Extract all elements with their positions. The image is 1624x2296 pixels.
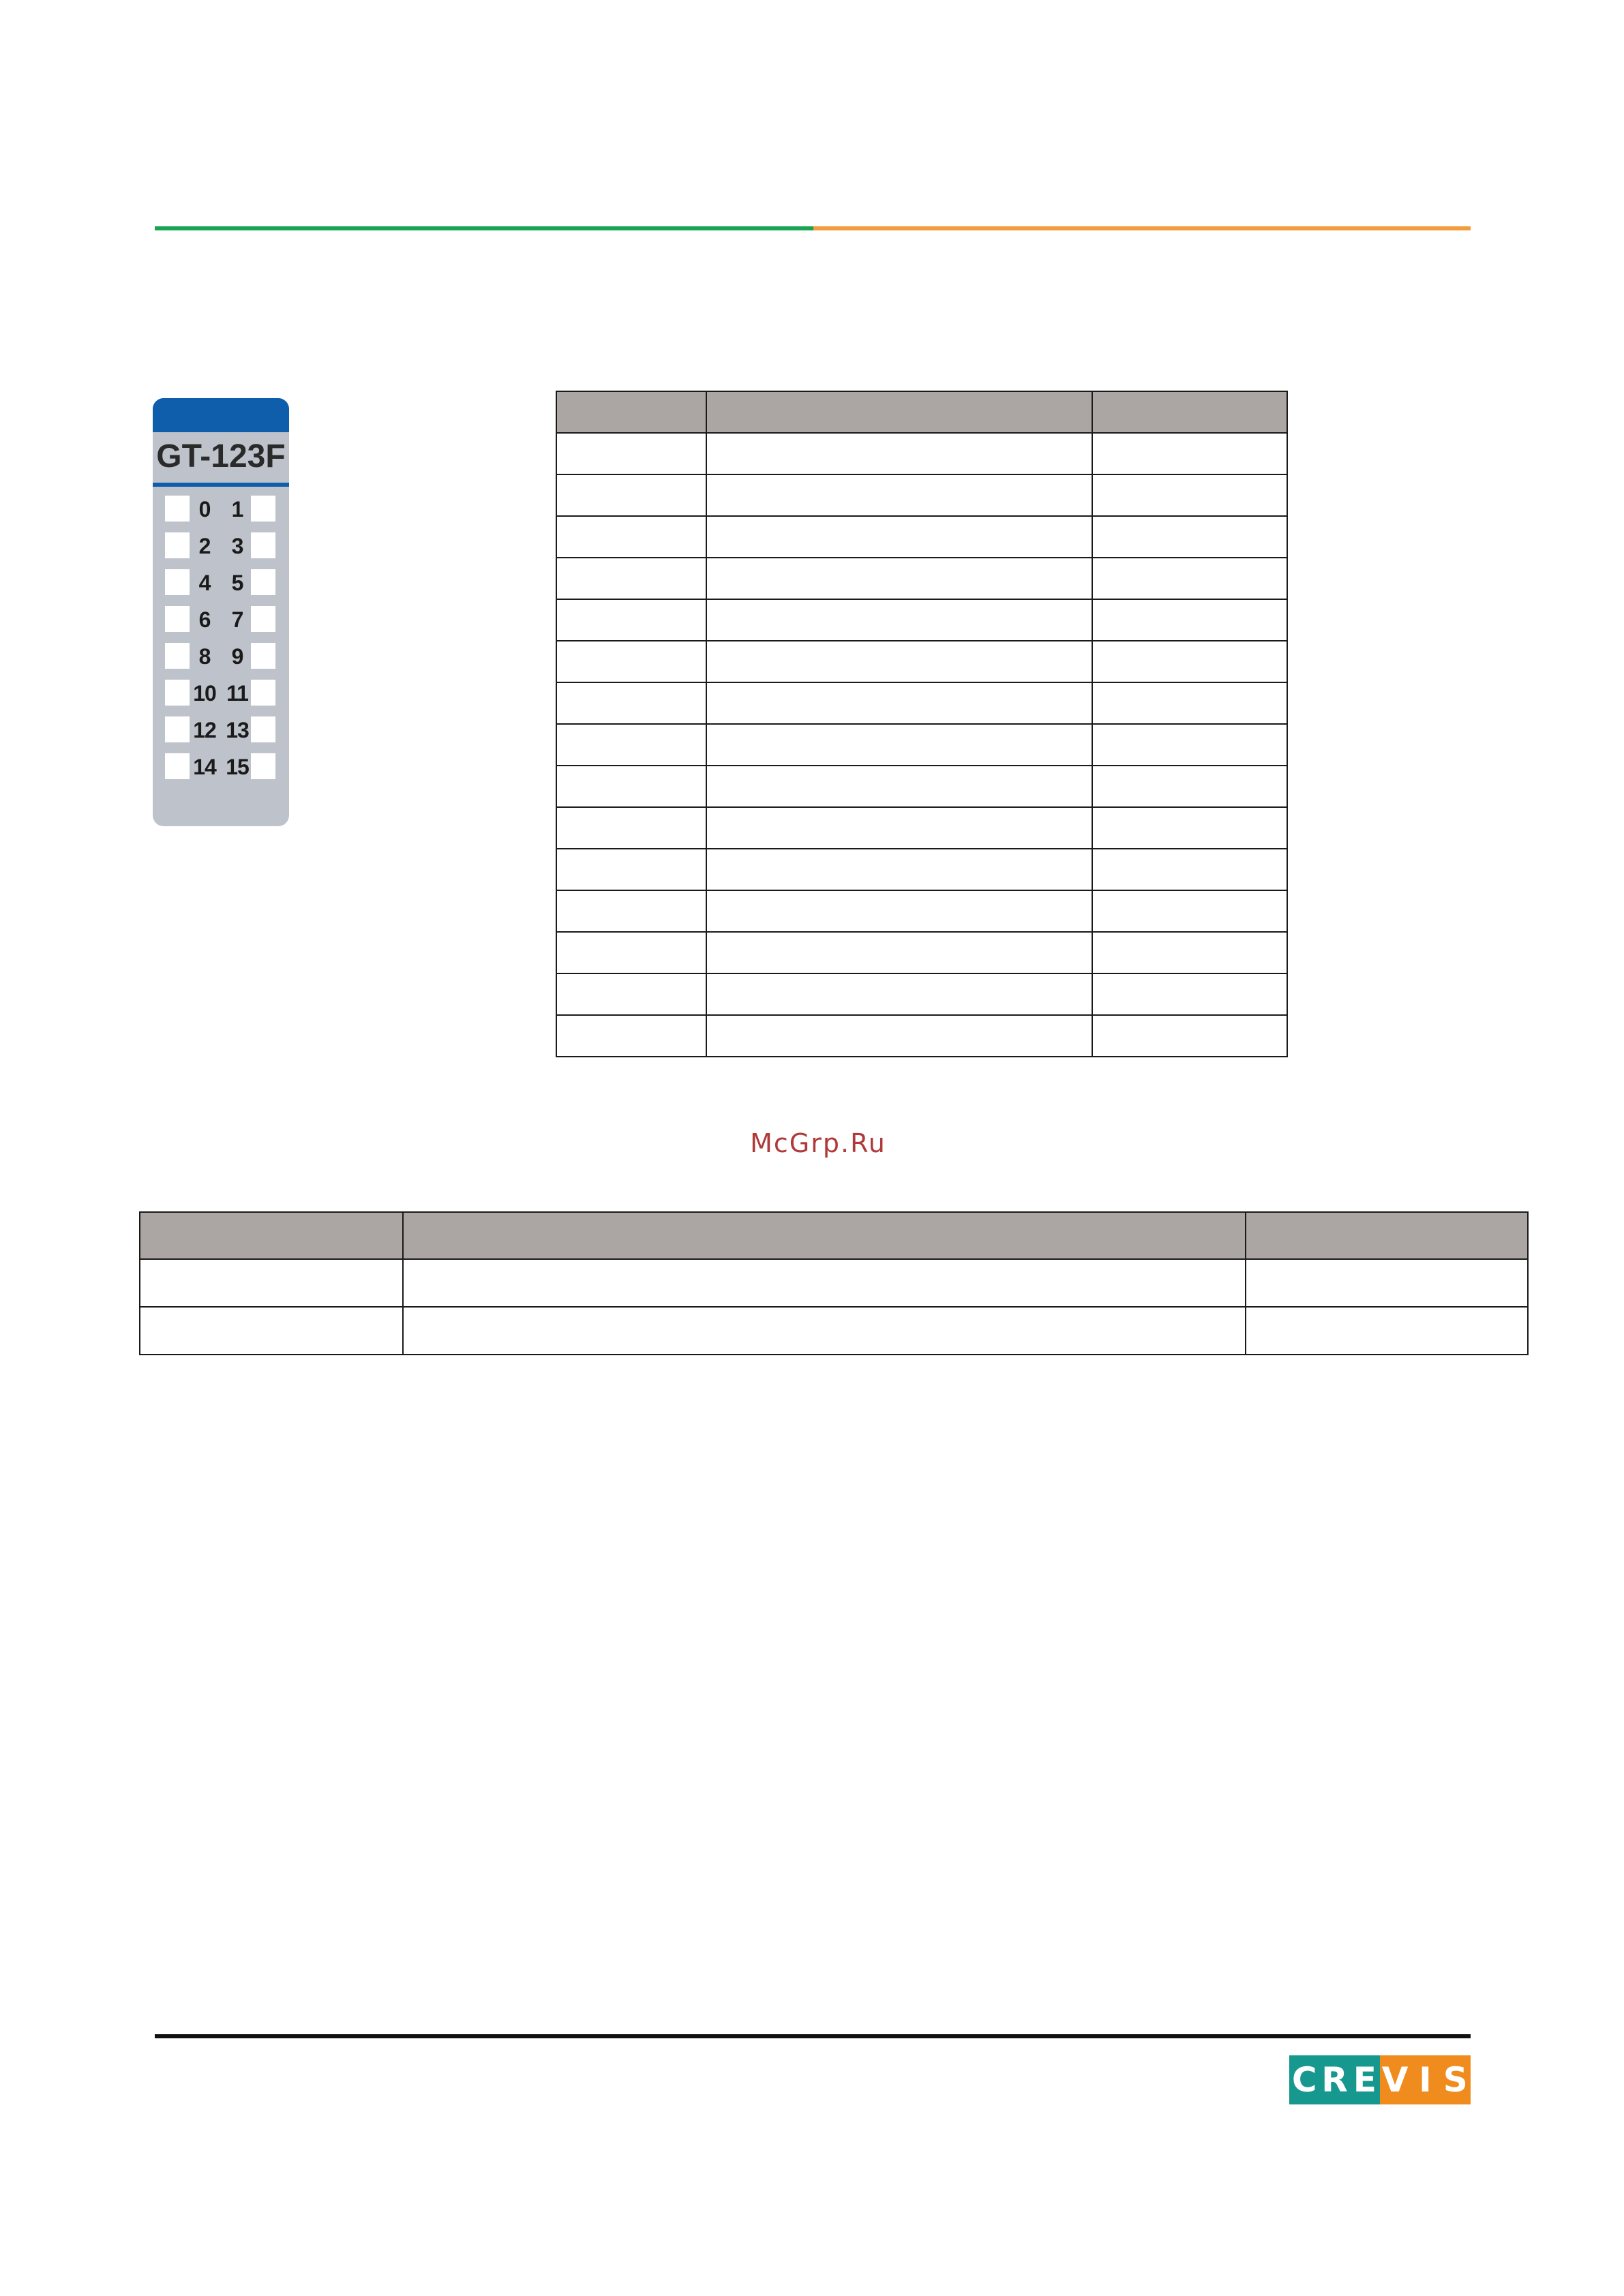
table-cell: [556, 807, 706, 849]
table-cell: [140, 1307, 403, 1355]
table-row: [556, 932, 1287, 973]
table-header-cell: [1246, 1212, 1528, 1259]
table-cell: [556, 849, 706, 890]
led-row: [153, 528, 289, 564]
led-indicator: [251, 643, 275, 669]
table-cell: [556, 890, 706, 932]
table-cell: [1092, 433, 1287, 474]
table-cell: [1092, 682, 1287, 724]
footer-rule: [155, 2034, 1471, 2038]
table-cell: [1092, 724, 1287, 766]
table-cell: [556, 516, 706, 558]
watermark-text: McGrp.Ru: [750, 1128, 886, 1158]
header-rule-green: [155, 226, 813, 230]
table-cell: [706, 474, 1092, 516]
table-header-row: [556, 391, 1287, 433]
header-rule-orange: [813, 226, 1471, 230]
logo-letter: E: [1350, 2055, 1380, 2104]
table-cell: [706, 599, 1092, 641]
table-cell: [1092, 807, 1287, 849]
led-label: 15: [226, 755, 249, 779]
led-indicator: [251, 496, 275, 522]
led-label: 4: [198, 571, 211, 595]
table-cell: [706, 973, 1092, 1015]
table-header-cell: [403, 1212, 1246, 1259]
led-indicator: [165, 496, 190, 522]
table-cell: [1092, 932, 1287, 973]
table-cell: [706, 766, 1092, 807]
led-row: [153, 601, 289, 638]
table-header-row: [140, 1212, 1528, 1259]
table-cell: [556, 558, 706, 599]
module-led-panel: [153, 398, 289, 826]
table-cell: [1092, 558, 1287, 599]
table-row: [140, 1259, 1528, 1307]
led-label: 3: [231, 534, 243, 558]
table-cell: [556, 433, 706, 474]
table-row: [556, 890, 1287, 932]
led-label: 10: [193, 681, 216, 706]
table-cell: [556, 474, 706, 516]
led-label: 2: [198, 534, 211, 558]
table-row: [556, 849, 1287, 890]
table-cell: [1246, 1307, 1528, 1355]
led-indicator: [165, 716, 190, 742]
table-cell: [706, 558, 1092, 599]
table-cell: [706, 724, 1092, 766]
table-cell: [556, 973, 706, 1015]
table-header-cell: [706, 391, 1092, 433]
table-cell: [556, 682, 706, 724]
table-cell: [1092, 890, 1287, 932]
table-cell: [706, 433, 1092, 474]
table-cell: [1092, 516, 1287, 558]
logo-letter: C: [1289, 2055, 1319, 2104]
led-label: 9: [231, 644, 243, 669]
led-row: [153, 564, 289, 601]
crevis-logo: [1289, 2055, 1471, 2104]
table-cell: [1092, 766, 1287, 807]
table-cell: [1092, 849, 1287, 890]
led-indicator: [165, 606, 190, 632]
table-row: [556, 558, 1287, 599]
table-cell: [1246, 1259, 1528, 1307]
table-row: [556, 682, 1287, 724]
table-row: [556, 1015, 1287, 1057]
led-indicator: [165, 532, 190, 558]
table-row: [556, 973, 1287, 1015]
table-cell: [556, 1015, 706, 1057]
led-indicator: [251, 606, 275, 632]
table-header-cell: [140, 1212, 403, 1259]
led-indicator: [251, 680, 275, 706]
logo-letter: I: [1410, 2055, 1440, 2104]
table-row: [556, 599, 1287, 641]
table-row: [556, 724, 1287, 766]
module-title-underline: [153, 483, 289, 487]
table-cell: [403, 1307, 1246, 1355]
table-row: [556, 807, 1287, 849]
table-cell: [140, 1259, 403, 1307]
table-cell: [556, 724, 706, 766]
table-header-cell: [1092, 391, 1287, 433]
led-row: [153, 749, 289, 785]
table-cell: [556, 932, 706, 973]
led-label: 8: [198, 644, 211, 669]
table-cell: [556, 599, 706, 641]
led-label: 13: [226, 718, 249, 742]
table-row: [556, 766, 1287, 807]
led-status-table: [556, 391, 1288, 1057]
led-indicator: [165, 753, 190, 779]
table-row: [556, 641, 1287, 682]
table-cell: [556, 766, 706, 807]
led-row: [153, 712, 289, 749]
table-cell: [1092, 599, 1287, 641]
table-cell: [706, 641, 1092, 682]
logo-letter: R: [1319, 2055, 1349, 2104]
led-indicator: [251, 569, 275, 595]
table-row: [556, 433, 1287, 474]
led-indicator: [251, 532, 275, 558]
table-cell: [1092, 973, 1287, 1015]
logo-letter: V: [1380, 2055, 1410, 2104]
table-cell: [403, 1259, 1246, 1307]
led-indicator: [165, 569, 190, 595]
table-cell: [706, 516, 1092, 558]
led-row: [153, 491, 289, 528]
table-row: [556, 516, 1287, 558]
status-table: [139, 1211, 1529, 1355]
table-cell: [706, 890, 1092, 932]
led-indicator: [165, 643, 190, 669]
table-cell: [1092, 474, 1287, 516]
module-top-cap: [153, 398, 289, 432]
led-indicator: [165, 680, 190, 706]
table-cell: [706, 932, 1092, 973]
logo-letter: S: [1441, 2055, 1471, 2104]
led-label: 7: [231, 607, 243, 632]
table-cell: [556, 641, 706, 682]
table-cell: [706, 849, 1092, 890]
led-label: 0: [198, 497, 211, 522]
table-row: [556, 474, 1287, 516]
led-label: 14: [193, 755, 216, 779]
led-indicator: [251, 716, 275, 742]
led-label: 12: [193, 718, 216, 742]
table-cell: [1092, 641, 1287, 682]
table-header-cell: [556, 391, 706, 433]
led-indicator: [251, 753, 275, 779]
table-cell: [706, 1015, 1092, 1057]
table-row: [140, 1307, 1528, 1355]
module-title: GT-123F: [156, 438, 286, 474]
led-label: 1: [231, 497, 243, 522]
led-label: 11: [226, 681, 248, 706]
table-cell: [706, 682, 1092, 724]
table-cell: [706, 807, 1092, 849]
led-label: 6: [198, 607, 211, 632]
led-row: [153, 675, 289, 712]
led-label: 5: [231, 571, 243, 595]
led-row: [153, 638, 289, 675]
table-cell: [1092, 1015, 1287, 1057]
